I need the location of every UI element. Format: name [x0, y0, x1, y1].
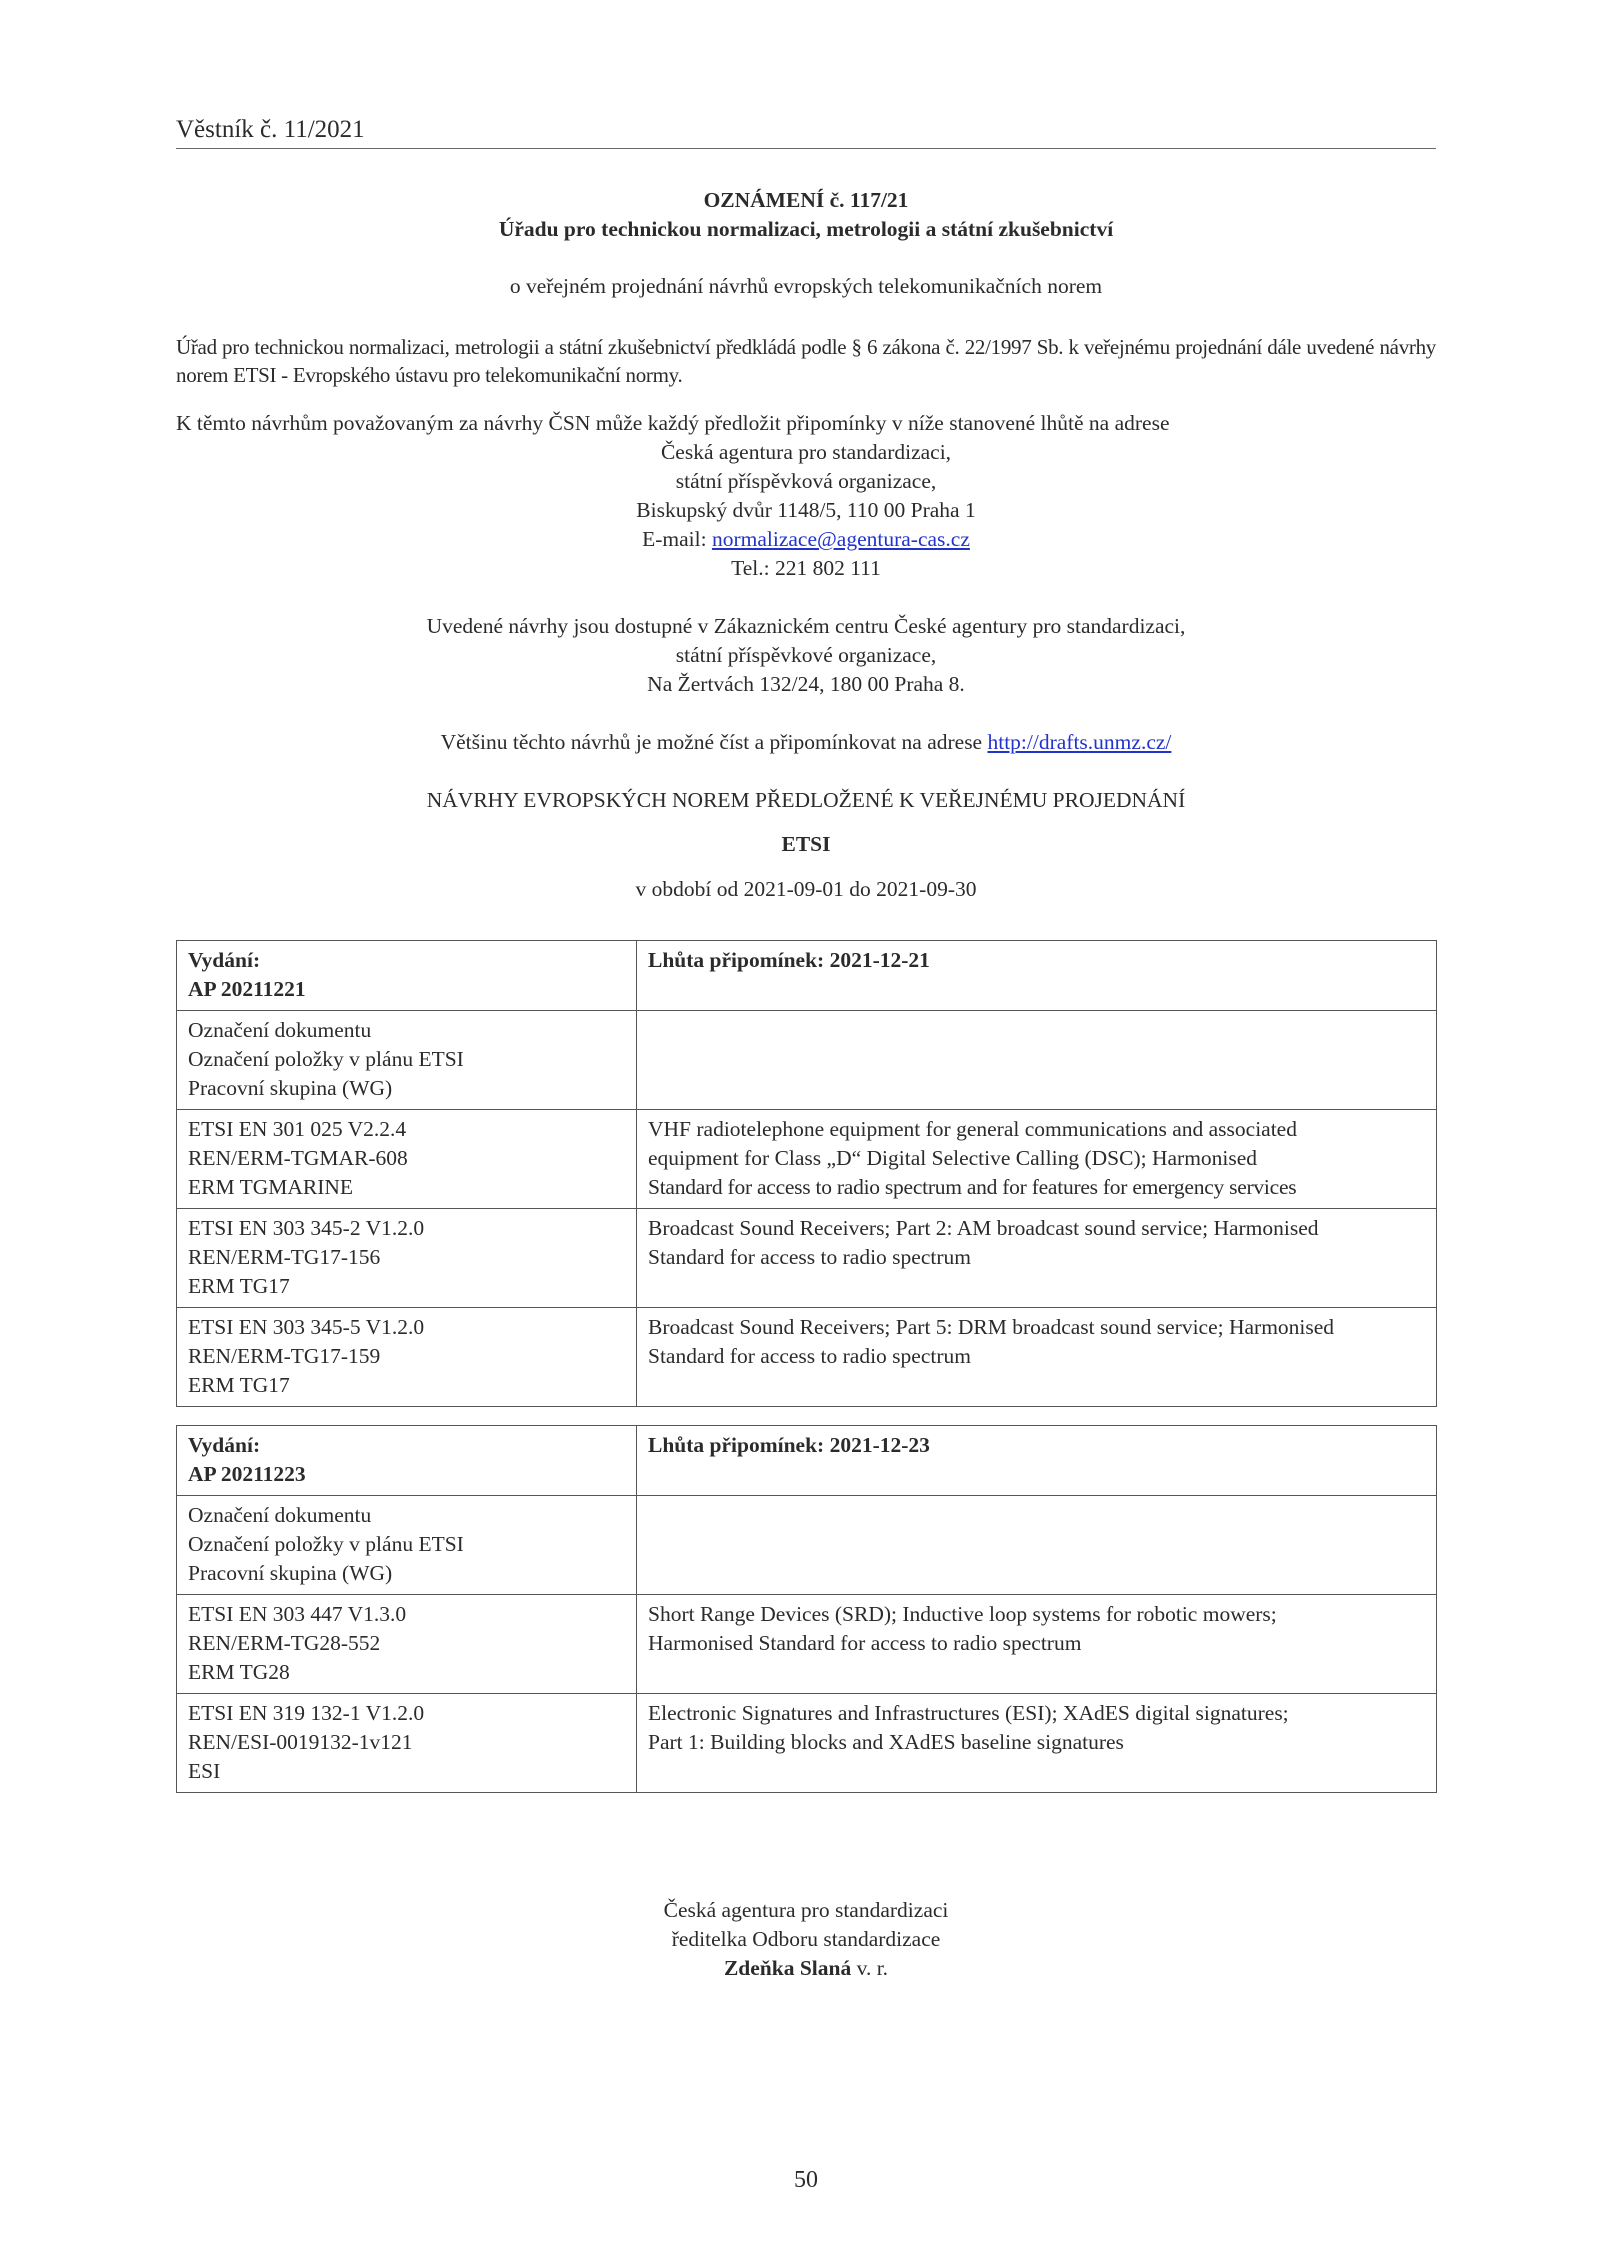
- standard-description-cell: [637, 1694, 1437, 1793]
- working-group: ESI: [188, 1759, 221, 1783]
- plan-item-id: REN/ERM-TGMAR-608: [188, 1146, 408, 1170]
- standard-ids-cell: [177, 1110, 637, 1209]
- edition-label: Vydání:: [188, 948, 261, 972]
- legend-document: Označení dokumentu: [188, 1018, 372, 1042]
- description-line: Broadcast Sound Receivers; Part 2: AM broadcast sound service; Harmonised: [648, 1216, 1319, 1240]
- deadline-cell: Lhůta připomínek: 2021-12-21: [637, 941, 1437, 1011]
- legend-plan-item: Označení položky v plánu ETSI: [188, 1532, 464, 1556]
- signature-name-line: [176, 1954, 1436, 1983]
- table-header-row: [177, 941, 1437, 1011]
- section-title: NÁVRHY EVROPSKÝCH NOREM PŘEDLOŽENÉ K VEŘEJNÉMU PROJEDNÁNÍ: [426, 788, 1186, 812]
- table-row: [177, 1110, 1437, 1209]
- table-row: [177, 1209, 1437, 1308]
- signature-suffix: v. r.: [851, 1956, 889, 1980]
- address-line-2: státní příspěvková organizace,: [675, 469, 937, 493]
- legend-plan-item: Označení položky v plánu ETSI: [188, 1047, 464, 1071]
- description-line: Part 1: Building blocks and XAdES baseline signatures: [648, 1730, 1124, 1754]
- standards-table-2: [176, 1425, 1437, 1793]
- description-line: Short Range Devices (SRD); Inductive loop systems for robotic mowers;: [648, 1602, 1277, 1626]
- availability-line-3: Na Žertvách 132/24, 180 00 Praha 8.: [647, 672, 965, 696]
- description-line: Standard for access to radio spectrum and for features for emergency services: [648, 1175, 1297, 1199]
- working-group: ERM TGMARINE: [188, 1175, 354, 1199]
- description-line: Standard for access to radio spectrum: [648, 1245, 971, 1269]
- table-header-row: [177, 1426, 1437, 1496]
- tel-line: Tel.: 221 802 111: [731, 556, 881, 580]
- standard-ids-cell: [177, 1595, 637, 1694]
- legend-empty-cell: [637, 1496, 1437, 1595]
- email-line: [176, 525, 1436, 554]
- description-line: equipment for Class „D“ Digital Selective Calling (DSC); Harmonised: [648, 1146, 1258, 1170]
- online-line: [176, 728, 1436, 757]
- availability-line-1: Uvedené návrhy jsou dostupné v Zákaznickém centru České agentury pro standardizaci,: [426, 614, 1186, 638]
- table-row: [177, 1694, 1437, 1793]
- standard-description-cell: [637, 1110, 1437, 1209]
- edition-value: AP 20211223: [188, 1462, 306, 1486]
- address-line-1: Česká agentura pro standardizaci,: [660, 440, 952, 464]
- description-line: Harmonised Standard for access to radio spectrum: [648, 1631, 1082, 1655]
- description-line: Broadcast Sound Receivers; Part 5: DRM broadcast sound service; Harmonised: [648, 1315, 1335, 1339]
- legend-cell: [177, 1496, 637, 1595]
- edition-label: Vydání:: [188, 1433, 261, 1457]
- email-label: E-mail:: [642, 527, 712, 551]
- notice-heading: OZNÁMENÍ č. 117/21: [703, 188, 909, 212]
- plan-item-id: REN/ESI-0019132-1v121: [188, 1730, 413, 1754]
- availability-line-2: státní příspěvkové organizace,: [675, 643, 937, 667]
- plan-item-id: REN/ERM-TG17-159: [188, 1344, 381, 1368]
- legend-working-group: Pracovní skupina (WG): [188, 1076, 393, 1100]
- signature-block: [176, 1896, 1436, 1983]
- signature-role: ředitelka Odboru standardizace: [671, 1927, 941, 1951]
- standards-table-1: [176, 940, 1437, 1407]
- document-id: ETSI EN 303 345-5 V1.2.0: [188, 1315, 425, 1339]
- standard-description-cell: [637, 1308, 1437, 1407]
- online-text: Většinu těchto návrhů je možné číst a připomínkovat na adrese: [440, 730, 988, 754]
- legend-empty-cell: [637, 1011, 1437, 1110]
- edition-cell: [177, 1426, 637, 1496]
- standard-description-cell: [637, 1209, 1437, 1308]
- address-line-3: Biskupský dvůr 1148/5, 110 00 Praha 1: [636, 498, 976, 522]
- organization: ETSI: [781, 832, 831, 856]
- working-group: ERM TG28: [188, 1660, 290, 1684]
- standard-ids-cell: [177, 1308, 637, 1407]
- signature-name: Zdeňka Slaná: [723, 1956, 852, 1980]
- standard-description-cell: [637, 1595, 1437, 1694]
- document-id: ETSI EN 303 447 V1.3.0: [188, 1602, 407, 1626]
- period: v období od 2021-09-01 do 2021-09-30: [635, 877, 977, 901]
- table-row: [177, 1308, 1437, 1407]
- drafts-link[interactable]: http://drafts.unmz.cz/: [987, 730, 1172, 754]
- signature-org: Česká agentura pro standardizaci: [663, 1898, 949, 1922]
- description-line: Standard for access to radio spectrum: [648, 1344, 971, 1368]
- legend-document: Označení dokumentu: [188, 1503, 372, 1527]
- email-link[interactable]: normalizace@agentura-cas.cz: [711, 527, 970, 551]
- edition-cell: [177, 941, 637, 1011]
- page-header: [176, 112, 1436, 149]
- document-id: ETSI EN 301 025 V2.2.4: [188, 1117, 407, 1141]
- legend-cell: [177, 1011, 637, 1110]
- working-group: ERM TG17: [188, 1274, 290, 1298]
- table-row: [177, 1595, 1437, 1694]
- legend-working-group: Pracovní skupina (WG): [188, 1561, 393, 1585]
- deadline-cell: Lhůta připomínek: 2021-12-23: [637, 1426, 1437, 1496]
- notice-subject: o veřejném projednání návrhů evropských telekomunikačních norem: [509, 274, 1103, 298]
- page-number: 50: [794, 2167, 818, 2193]
- plan-item-id: REN/ERM-TG17-156: [188, 1245, 381, 1269]
- description-line: VHF radiotelephone equipment for general communications and associated: [648, 1117, 1297, 1141]
- standard-ids-cell: [177, 1209, 637, 1308]
- edition-value: AP 20211221: [188, 977, 306, 1001]
- plan-item-id: REN/ERM-TG28-552: [188, 1631, 381, 1655]
- legend-row: [177, 1011, 1437, 1110]
- intro-paragraph: Úřad pro technickou normalizaci, metrologii a státní zkušebnictví předkládá podle § 6 zákona č. 22/1997 Sb. k veřejnému projednání dále uvedené návrhy norem ETSI - Evropského ústavu pro telekomunikační normy.: [176, 335, 1436, 387]
- notice-issuer: Úřadu pro technickou normalizaci, metrologii a státní zkušebnictví: [498, 217, 1114, 241]
- description-line: Electronic Signatures and Infrastructures (ESI); XAdES digital signatures;: [648, 1701, 1289, 1725]
- comments-paragraph: K těmto návrhům považovaným za návrhy ČSN může každý předložit připomínky v níže stanovené lhůtě na adrese: [176, 411, 1170, 435]
- working-group: ERM TG17: [188, 1373, 290, 1397]
- bulletin-title: Věstník č. 11/2021: [176, 116, 365, 143]
- document-id: ETSI EN 303 345-2 V1.2.0: [188, 1216, 425, 1240]
- standard-ids-cell: [177, 1694, 637, 1793]
- document-id: ETSI EN 319 132-1 V1.2.0: [188, 1701, 425, 1725]
- legend-row: [177, 1496, 1437, 1595]
